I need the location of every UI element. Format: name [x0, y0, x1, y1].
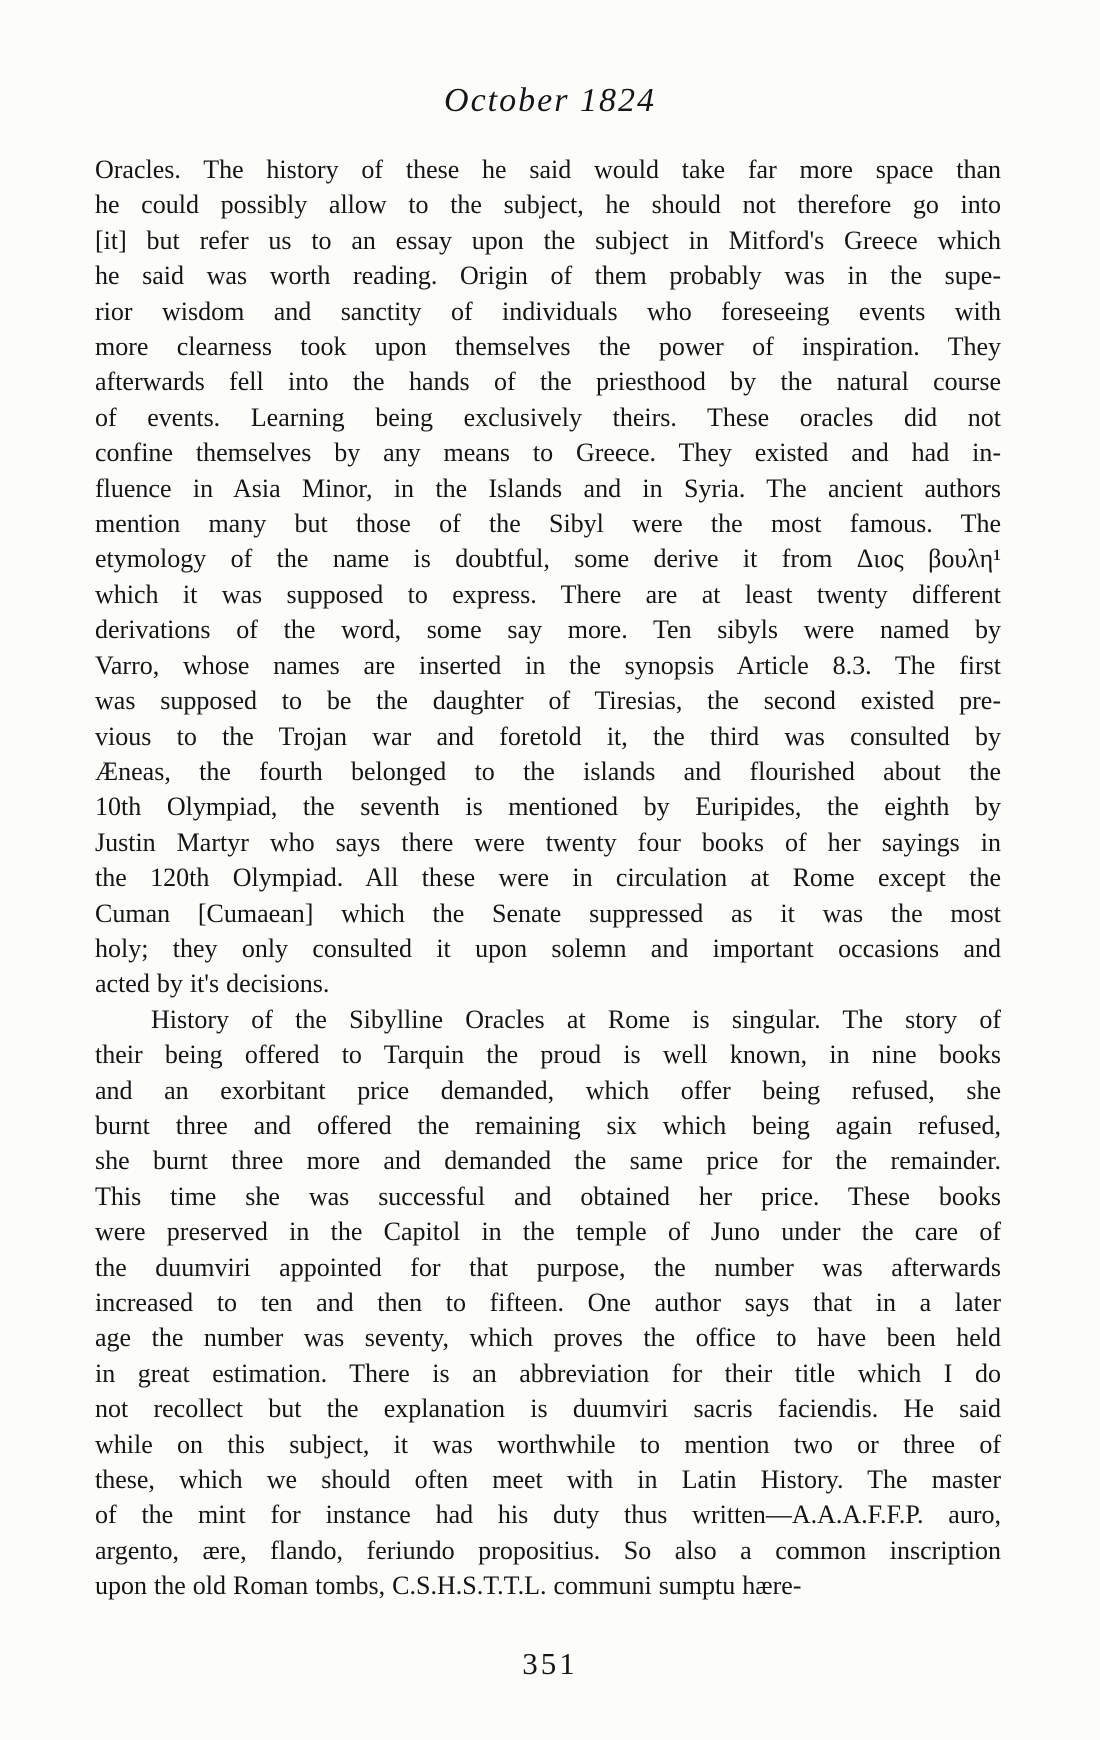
text-line: [it] but refer us to an essay upon the subject in Mitford's Greece which [95, 225, 1001, 255]
text-line: were preserved in the Capitol in the temple of Juno under the care of [95, 1217, 1001, 1247]
text-line: was supposed to be the daughter of Tiresias, the second existed pre- [95, 686, 1001, 716]
text-line: not recollect but the explanation is duumviri sacris faciendis. He said [95, 1394, 1001, 1424]
paragraph [95, 1002, 1001, 1604]
text-line: of events. Learning being exclusively theirs. These oracles did not [95, 402, 1001, 432]
text-line: more clearness took upon themselves the power of inspiration. They [95, 332, 1001, 362]
text-line: she burnt three more and demanded the same price for the remainder. [95, 1146, 1001, 1176]
text-line: Æneas, the fourth belonged to the islands and flourished about the [95, 756, 1001, 786]
text-line: in great estimation. There is an abbreviation for their title which I do [95, 1358, 1001, 1388]
text-line: Oracles. The history of these he said would take far more space than [95, 155, 1001, 184]
text-line: argento, ære, flando, feriundo propositius. So also a common inscription [95, 1535, 1001, 1565]
text-line: History of the Sibylline Oracles at Rome is singular. The story of [151, 1004, 1001, 1034]
text-line: he said was worth reading. Origin of them probably was in the supe- [95, 261, 1001, 291]
text-line: he could possibly allow to the subject, he should not therefore go into [95, 190, 1001, 220]
text-line: the duumviri appointed for that purpose, the number was afterwards [95, 1252, 1001, 1282]
text-line: vious to the Trojan war and foretold it, the third was consulted by [95, 721, 1001, 751]
text-line: these, which we should often meet with in Latin History. The master [95, 1465, 1001, 1495]
text-line: of the mint for instance had his duty thus written—A.A.A.F.F.P. auro, [95, 1500, 1001, 1530]
text-line: This time she was successful and obtained her price. These books [95, 1181, 1001, 1211]
text-line: Cuman [Cumaean] which the Senate suppressed as it was the most [95, 898, 1001, 928]
text-line: Varro, whose names are inserted in the synopsis Article 8.3. The first [95, 650, 1001, 680]
text-line: upon the old Roman tombs, C.S.H.S.T.T.L. communi sumptu hære- [95, 1571, 802, 1601]
text-line: increased to ten and then to fifteen. One author says that in a later [95, 1288, 1001, 1317]
text-line: acted by it's decisions. [95, 969, 330, 999]
text-line: while on this subject, it was worthwhile to mention two or three of [95, 1429, 1001, 1459]
text-line: age the number was seventy, which proves the office to have been held [95, 1323, 1001, 1353]
text-line: 10th Olympiad, the seventh is mentioned by Euripides, the eighth by [95, 792, 1001, 822]
text-line: the 120th Olympiad. All these were in circulation at Rome except the [95, 863, 1001, 893]
page-number: 351 [522, 1646, 578, 1681]
text-line: Justin Martyr who says there were twenty four books of her sayings in [95, 827, 1001, 857]
text-line: rior wisdom and sanctity of individuals who foreseeing events with [95, 296, 1001, 326]
text-line: their being offered to Tarquin the proud is well known, in nine books [95, 1040, 1001, 1070]
text-line: derivations of the word, some say more. Ten sibyls were named by [95, 615, 1001, 645]
text-line: which it was supposed to express. There are at least twenty different [95, 579, 1001, 609]
text-line: holy; they only consulted it upon solemn and important occasions and [95, 933, 1001, 963]
page-header-date: October 1824 [444, 82, 656, 119]
text-line: etymology of the name is doubtful, some derive it from Διος βουλη¹ [95, 544, 1001, 574]
text-line: afterwards fell into the hands of the priesthood by the natural course [95, 367, 1001, 397]
text-line: burnt three and offered the remaining six which being again refused, [95, 1110, 1001, 1140]
text-line: mention many but those of the Sibyl were the most famous. The [95, 509, 1001, 539]
text-line: and an exorbitant price demanded, which offer being refused, she [95, 1075, 1001, 1105]
text-line: confine themselves by any means to Greece. They existed and had in- [95, 438, 1001, 468]
body-text [95, 152, 1001, 1604]
paragraph [95, 152, 1001, 1002]
text-line: fluence in Asia Minor, in the Islands and in Syria. The ancient authors [95, 473, 1001, 503]
